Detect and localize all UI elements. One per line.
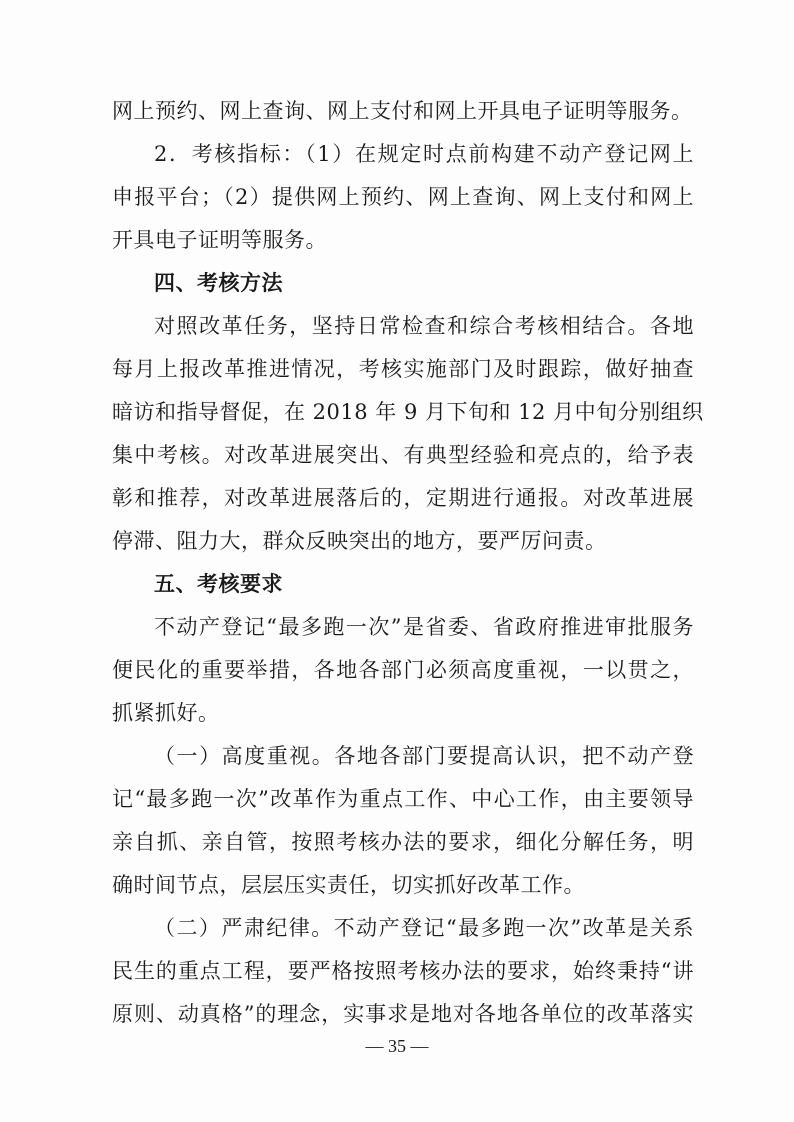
paragraph-line: 抓紧抓好。 [112,701,220,725]
paragraph-line: 不动产登记“最多跑一次”是省委、省政府推进审批服务 [154,615,694,639]
paragraph-line: 原则、动真格”的理念，实事求是地对各地各单位的改革落实 [112,1002,694,1026]
paragraph-line: 2．考核指标：（1）在规定时点前构建不动产登记网上 [154,142,694,166]
paragraph-line: 每月上报改革推进情况，考核实施部门及时跟踪，做好抽查 [112,357,694,381]
paragraph-line: 申报平台；（2）提供网上预约、网上查询、网上支付和网上 [112,185,694,209]
paragraph-line: 民生的重点工程，要严格按照考核办法的要求，始终秉持“讲 [112,959,694,983]
paragraph-line: 暗访和指导督促，在 2018 年 9 月下旬和 12 月中旬分别组织 [112,400,704,424]
paragraph-line: 便民化的重要举措，各地各部门必须高度重视，一以贯之， [112,658,694,682]
page-number: — 35 — [365,1036,429,1056]
paragraph-line: 对照改革任务，坚持日常检查和综合考核相结合。各地 [154,314,694,338]
paragraph-line: 亲自抓、亲自管，按照考核办法的要求，细化分解任务，明 [112,830,694,854]
paragraph-line: 集中考核。对改革进展突出、有典型经验和亮点的，给予表 [112,443,694,467]
paragraph-line: 记“最多跑一次”改革作为重点工作、中心工作，由主要领导 [112,787,694,811]
section-heading-assessment-requirements: 五、考核要求 [154,572,283,596]
paragraph-line: 停滞、阻力大，群众反映突出的地方，要严厉问责。 [112,529,607,553]
section-heading-assessment-method: 四、考核方法 [154,271,283,295]
paragraph-line: （二）严肃纪律。不动产登记“最多跑一次”改革是关系 [154,916,694,940]
paragraph-line: 网上预约、网上查询、网上支付和网上开具电子证明等服务。 [112,99,693,123]
paragraph-line: 确时间节点，层层压实责任，切实抓好改革工作。 [112,873,585,897]
paragraph-line: 彰和推荐，对改革进展落后的，定期进行通报。对改革进展 [112,486,694,510]
paragraph-line: 开具电子证明等服务。 [112,228,327,252]
paragraph-line: （一）高度重视。各地各部门要提高认识，把不动产登 [154,744,694,768]
